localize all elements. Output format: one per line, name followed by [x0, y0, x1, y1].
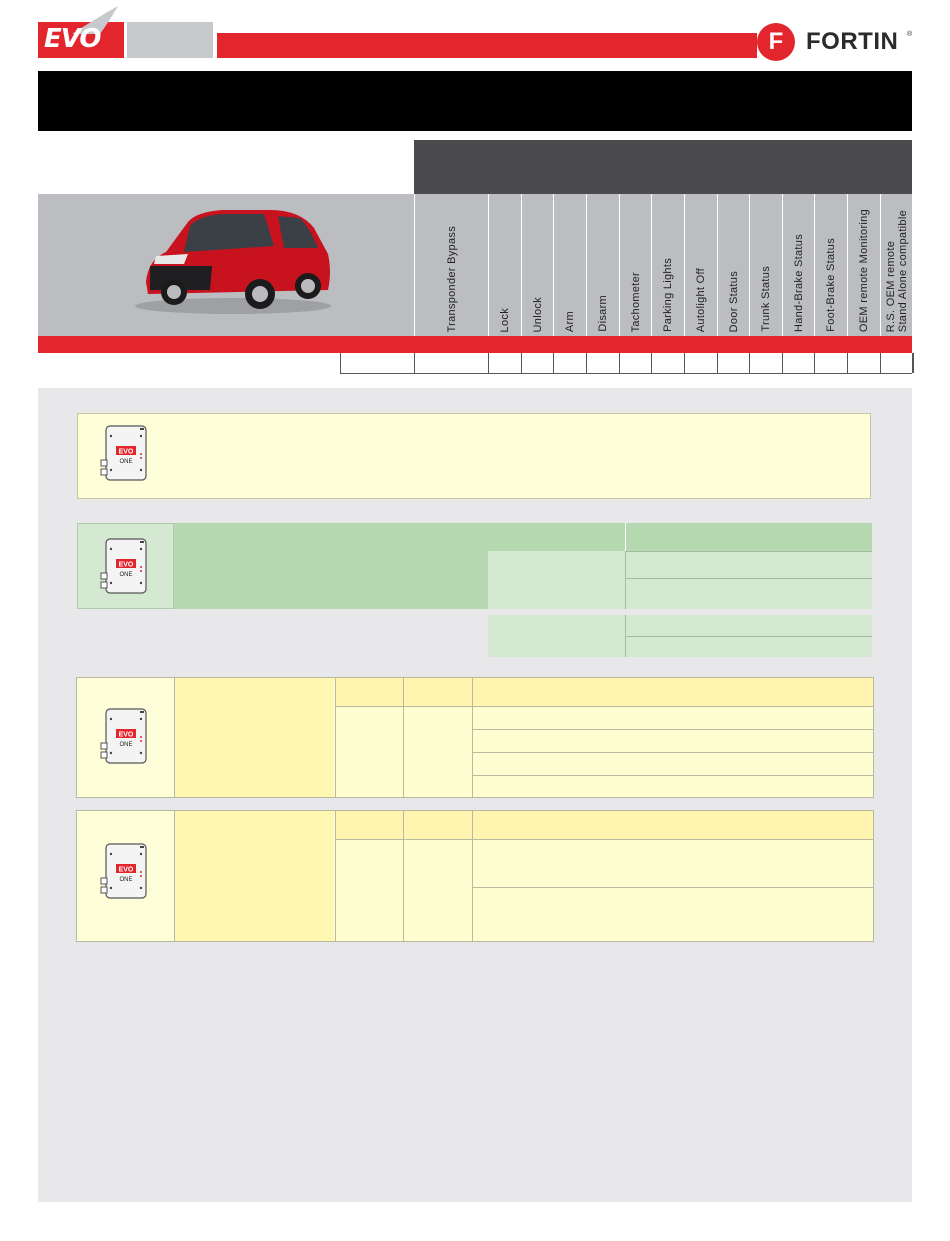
- module-icon-bottom-text: ONE: [119, 572, 133, 578]
- title-bar: [38, 71, 912, 131]
- feature-column: [880, 194, 912, 336]
- feature-column: [488, 194, 521, 336]
- header-grey-tab: [127, 22, 213, 58]
- value-cell: [717, 353, 749, 373]
- feature-column: [619, 194, 651, 336]
- value-cell: [619, 353, 651, 373]
- feature-label: Foot-Brake Status: [825, 238, 837, 332]
- features-header: [414, 140, 912, 194]
- feature-label: OEM remote Monitoring: [858, 208, 870, 332]
- value-cell: [880, 353, 912, 373]
- value-cell: [847, 353, 880, 373]
- module-icon-top-text: EVO: [118, 731, 134, 739]
- feature-label: Hand-Brake Status: [792, 233, 805, 332]
- feature-label: Trunk Status: [760, 266, 772, 332]
- feature-column: [749, 194, 782, 336]
- value-cell: [684, 353, 717, 373]
- feature-label: Disarm: [597, 295, 609, 332]
- value-cell: [488, 353, 521, 373]
- evo-logo-text: EVO: [44, 24, 101, 54]
- value-cell: [912, 353, 914, 373]
- value-cell: [553, 353, 586, 373]
- feature-label: Tachometer: [629, 271, 642, 332]
- feature-label-line-1: R.S. OEM remote: [884, 240, 897, 332]
- evo-one-module-icon: [100, 537, 150, 591]
- red-divider-strip: [38, 336, 912, 353]
- feature-column: [414, 194, 488, 336]
- feature-column: [553, 194, 586, 336]
- yellow1-title-cell: [174, 678, 334, 797]
- feature-values-row: [340, 353, 912, 374]
- feature-column: [684, 194, 717, 336]
- feature-column: [782, 194, 814, 336]
- module-icon-top-text: EVO: [118, 561, 134, 569]
- yellow2-head-row: [335, 811, 873, 839]
- feature-label: Parking Lights: [662, 258, 674, 332]
- value-cell: [414, 353, 488, 373]
- fortin-logo-letter: F: [768, 28, 784, 55]
- green-head-cell-2: [625, 523, 872, 551]
- feature-column: [521, 194, 553, 336]
- yellow-info-table-1: [76, 677, 874, 798]
- module-icon-top-text: EVO: [118, 866, 134, 874]
- yellow1-head-row: [335, 678, 873, 706]
- green-title-cell: [174, 523, 488, 609]
- evo-one-module-icon: [100, 707, 150, 761]
- green-body-cell-2: [625, 551, 872, 578]
- feature-column: [586, 194, 619, 336]
- feature-label: Unlock: [531, 296, 544, 332]
- value-cell: [340, 353, 414, 373]
- module-icon-bottom-text: ONE: [119, 459, 133, 465]
- header-red-bar: [217, 33, 757, 58]
- feature-label: [885, 210, 909, 332]
- feature-columns: [414, 194, 912, 336]
- evo-one-module-icon: [100, 842, 150, 896]
- value-cell: [521, 353, 553, 373]
- note-box: [77, 413, 871, 499]
- fortin-registered-mark: ®: [907, 31, 913, 38]
- green-info-table: [77, 523, 872, 609]
- feature-column: [651, 194, 684, 336]
- value-cell: [782, 353, 814, 373]
- green-body-cell-1: [488, 551, 625, 609]
- value-cell: [749, 353, 782, 373]
- green2-cell-1: [488, 615, 625, 657]
- feature-label: Transponder Bypass: [445, 225, 458, 332]
- vehicle-panel: [38, 194, 414, 336]
- module-icon-bottom-text: ONE: [119, 742, 133, 748]
- yellow2-title-cell: [174, 811, 334, 941]
- feature-column: [717, 194, 749, 336]
- feature-label: Arm: [564, 310, 576, 332]
- value-cell: [651, 353, 684, 373]
- car-image: [38, 194, 414, 336]
- feature-column: [847, 194, 880, 336]
- module-icon-top-text: EVO: [118, 448, 134, 456]
- feature-label: Door Status: [727, 270, 740, 332]
- feature-label: Lock: [499, 307, 511, 332]
- feature-label: Autolight Off: [695, 267, 707, 332]
- fortin-brand-name: FORTIN: [806, 28, 899, 55]
- green-body-cell-3: [625, 578, 872, 609]
- green2-cell-3: [625, 636, 872, 657]
- green2-cell-2: [625, 615, 872, 636]
- green-info-table-2: [488, 615, 872, 657]
- green-head-cell-1: [488, 523, 625, 551]
- value-cell: [586, 353, 619, 373]
- evo-one-module-icon: [100, 424, 150, 478]
- feature-label-line-2: Stand Alone compatible: [896, 209, 909, 332]
- feature-column: [814, 194, 847, 336]
- module-icon-bottom-text: ONE: [119, 877, 133, 883]
- yellow-info-table-2: [76, 810, 874, 942]
- value-cell: [814, 353, 847, 373]
